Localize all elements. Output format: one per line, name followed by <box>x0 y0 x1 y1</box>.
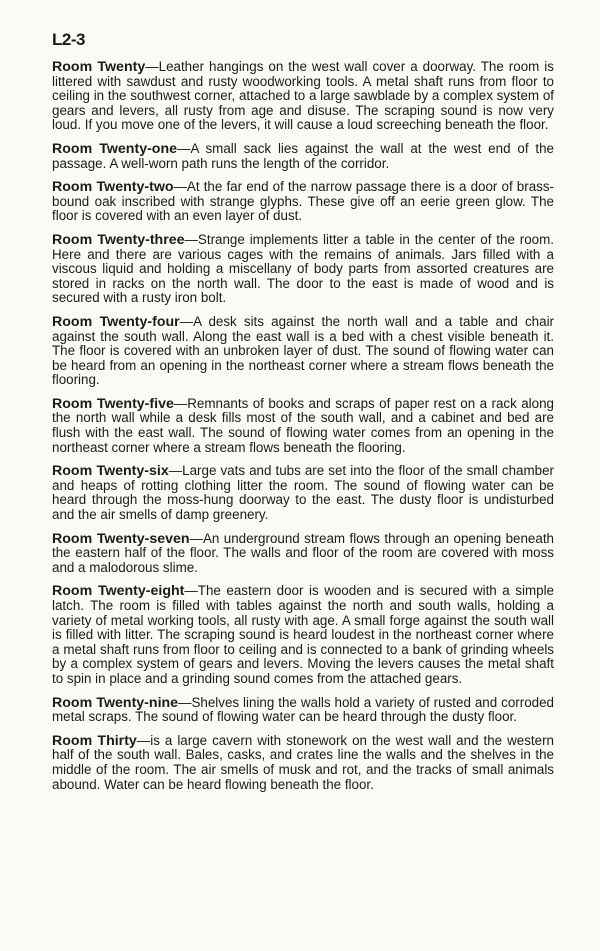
room-name: Room Twenty-three <box>52 231 185 248</box>
room-description: Shelves lining the walls hold a variety of rusted and corroded metal scraps. The sound of flowing water can be heard through the dusty floor. <box>52 694 554 725</box>
em-dash <box>177 141 190 156</box>
em-dash <box>174 179 187 194</box>
room-name: Room Twenty-seven <box>52 530 190 547</box>
room-name: Room Twenty-one <box>52 140 178 157</box>
room-entries <box>52 60 554 792</box>
em-dash <box>180 314 193 329</box>
room-name: Room Twenty-five <box>52 395 174 412</box>
em-dash <box>184 583 197 598</box>
room-entry <box>52 584 554 686</box>
em-dash <box>190 531 203 546</box>
room-name: Room Twenty <box>52 59 146 75</box>
room-description: Strange implements litter a table in the center of the room. Here and there are various cages with the remains of animals. Jars filled with a viscous liquid and holding a miscellany of body parts from assorted creatures are stored in racks on the north wall. The door to the east is made of wood and is secured with a rusty iron bolt. <box>52 231 554 306</box>
room-entry <box>52 315 554 388</box>
room-name: Room Twenty-two <box>52 179 174 196</box>
room-name: Room Twenty-four <box>52 313 180 330</box>
room-description: Leather hangings on the west wall cover a doorway. The room is littered with sawdust and rusty woodworking tools. A metal shaft runs from floor to ceiling in the southwest corner, attached to a large sawblade by a complex system of gears and levers, all rusty from age and disuse. The scraping sound is now very loud. If you move one of the levers, it will cause a loud screeching beneath the floor. <box>52 59 554 133</box>
room-description: An underground stream flows through an opening beneath the eastern half of the floor. The walls and floor of the room are covered with moss and a malodorous slime. <box>52 530 554 575</box>
em-dash <box>137 733 150 748</box>
room-description: A small sack lies against the wall at the west end of the passage. A well-worn path runs the length of the corridor. <box>52 140 555 171</box>
room-entry <box>52 696 554 725</box>
room-entry <box>52 532 554 576</box>
room-entry <box>52 180 554 224</box>
room-entry <box>52 60 554 133</box>
room-description: Large vats and tubs are set into the floor of the small chamber and heaps of rotting clothing litter the room. The sound of flowing water can be heard through the moss-hung doorway to the east. The dusty floor is undisturbed and the air smells of damp greenery. <box>52 463 554 523</box>
room-description: At the far end of the narrow passage there is a door of brass-bound oak inscribed with strange glyphs. These give off an eerie green glow. The floor is covered with an even layer of dust. <box>52 179 555 224</box>
em-dash <box>145 59 158 74</box>
room-entry <box>52 233 554 306</box>
page-identifier: L2-3 <box>52 30 85 49</box>
room-name: Room Twenty-nine <box>52 694 179 711</box>
room-description: The eastern door is wooden and is secured with a simple latch. The room is filled with tables against the north and south walls, holding a variety of metal working tools, all rusty with age. A small forge against the south wall is filled with litter. The scraping sound is heard loudest in the northeast corner where a metal shaft runs from floor to ceiling and is connected to a bank of grinding wheels by a complex system of gears and levers. Moving the levers causes the metal shaft to spin in place and a grinding sound comes from the attached gears. <box>52 583 554 686</box>
room-name: Room Thirty <box>52 732 137 749</box>
room-description: is a large cavern with stonework on the west wall and the western half of the south wall. Bales, casks, and crates line the walls and the shelves in the middle of the room. The air smells of musk and rot, and the tracks of small animals abound. Water can be heard flowing beneath the floor. <box>52 732 555 792</box>
room-entry <box>52 397 554 455</box>
em-dash <box>169 463 182 478</box>
room-description: Remnants of books and scraps of paper rest on a rack along the north wall while a desk fills most of the south wall, and a cabinet and bed are flush with the east wall. The sound of flowing water comes from an opening in the northeast corner where a stream flows beneath the flooring. <box>52 395 554 455</box>
room-entry <box>52 142 554 171</box>
em-dash <box>178 695 191 710</box>
room-name: Room Twenty-eight <box>52 583 185 600</box>
room-entry <box>52 734 554 792</box>
room-entry <box>52 464 554 522</box>
room-name: Room Twenty-six <box>52 463 169 480</box>
em-dash <box>174 396 187 411</box>
em-dash <box>185 232 198 247</box>
room-description: A desk sits against the north wall and a table and chair against the south wall. Along the east wall is a bed with a chest visible beneath it. The floor is covered with an unbroken layer of dust. The sound of flowing water can be heard from an opening in the northeast corner where a stream flows beneath the flooring. <box>52 313 554 388</box>
